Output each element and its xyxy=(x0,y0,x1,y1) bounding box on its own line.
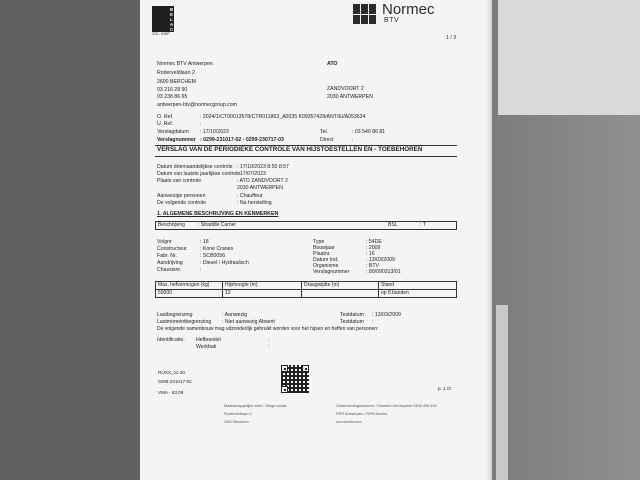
spec-label: Bouwjaar xyxy=(313,245,335,251)
load-table xyxy=(155,281,457,298)
table-cell: 50000 xyxy=(156,290,223,298)
limit-value: : Niet aanwezig Absent xyxy=(222,319,275,325)
belac-logo xyxy=(152,6,174,36)
sender-line: 2600 BERCHEM xyxy=(157,79,196,85)
table-row xyxy=(156,290,457,298)
background-paper-edge xyxy=(496,305,508,480)
identification-label: Identificatie: xyxy=(157,337,185,343)
control-label: Aanwezige personen xyxy=(157,193,206,199)
control-value: : Chauffeur xyxy=(237,193,263,199)
limit-value: : Aanwezig xyxy=(222,312,248,318)
spec-value: : Kone Cranes xyxy=(200,246,234,252)
table-header: Stand xyxy=(379,282,457,290)
identification-item-value: : xyxy=(268,337,270,343)
spec-label: Type xyxy=(313,239,325,245)
code-line: RIJXX_11-20 xyxy=(158,370,185,375)
limit-label: Lastbegrenzing xyxy=(157,312,193,318)
belac-number: 215 - INSP xyxy=(152,32,170,36)
recipient-code: ATO xyxy=(327,61,338,67)
code-line: 0299-231017-02 xyxy=(158,379,192,384)
o-ref-value: : 2024/1/CT00013578/CTR011863_A0035 K09357428/ANT/EI/A053634 xyxy=(200,114,366,120)
footer-line: Ondernemingsnummer / Numéro d'entreprise 0406.495.616 xyxy=(336,404,437,408)
recipient-line: 2030 ANTWERPEN xyxy=(327,94,373,100)
spec-label: Constructeur xyxy=(157,246,187,252)
control-value: : 17/10/2023 8:50 8:57 xyxy=(237,164,289,170)
control-label: Datum van laatste jaarlijkse controle xyxy=(157,171,241,177)
tel-label: Tel. xyxy=(320,129,329,135)
spec-value: : 13/03/2009 xyxy=(366,257,395,263)
direct-value: : xyxy=(352,137,354,143)
table-header: Max. hefvermogen (kg) xyxy=(156,282,223,290)
qr-code xyxy=(281,365,309,393)
report-date-label: Verslagdatum xyxy=(157,129,189,135)
sender-line: 03 216 28 90 xyxy=(157,87,188,93)
control-value: 2030 ANTWERPEN xyxy=(237,185,283,191)
sender-line: Roderveldlaan 2 xyxy=(157,70,195,76)
brand-sub: BTV xyxy=(384,17,400,24)
table-header-row xyxy=(156,282,457,290)
limit-testdate-value: : 13/03/2009 xyxy=(372,312,401,318)
section-heading: 1. ALGEMENE BESCHRIJVING EN KENMERKEN xyxy=(157,211,279,217)
control-label: Plaats van controle xyxy=(157,178,202,184)
report-number-label: Verslagnummer xyxy=(157,137,196,143)
report-title: VERSLAG VAN DE PERIODIEKE CONTROLE VAN HIJSTOESTELLEN EN - TOEBEHOREN xyxy=(157,146,423,153)
table-cell: 13 xyxy=(223,290,302,298)
spec-label: Aandrijving xyxy=(157,260,183,266)
description-table xyxy=(155,221,457,230)
page-edge-shadow xyxy=(486,0,492,480)
recipient-line: ZANDVOORT 2 xyxy=(327,86,364,92)
background-paper xyxy=(498,0,640,115)
tel-value: : 03 540 86 81 xyxy=(352,129,386,135)
footer-line: Roderveldlaan 2 xyxy=(224,412,252,416)
bsl-label: BSL xyxy=(386,222,418,230)
direct-label: Direct xyxy=(320,137,334,143)
identification-item-label: Werkbak xyxy=(196,344,217,350)
divider xyxy=(155,156,457,157)
spec-label: Volgnr xyxy=(157,239,172,245)
control-label: De volgende controle xyxy=(157,200,207,206)
spec-value: : 16 xyxy=(366,251,375,257)
table-cell: op 8 banden xyxy=(379,290,457,298)
spec-value: : 80/090313/01 xyxy=(366,269,401,275)
spec-value: : 2009 xyxy=(366,245,381,251)
control-value: : Na herstelling xyxy=(237,200,272,206)
control-value: : 17/07/2023 xyxy=(237,171,266,177)
page-number: 1 / 3 xyxy=(446,35,457,41)
assembly-note: De volgende samenbouw mag uitzonderlijk gebruikt worden voor het hijsen en heffen van personen: xyxy=(157,326,379,332)
u-ref-label: U. Ref. xyxy=(157,121,174,127)
brand-name: Normec xyxy=(382,1,435,18)
table-header: Hijshoogte (m) xyxy=(223,282,302,290)
bsl-value: : T xyxy=(418,222,457,230)
spec-value: : SCB0056 xyxy=(200,253,226,259)
code-line: VMA - 63.09 xyxy=(158,390,184,395)
table-cell xyxy=(302,290,379,298)
footer-line: RPR Antwerpen / RPM Anvers xyxy=(336,412,388,416)
description-value: : Straddle Carrier xyxy=(196,222,386,230)
sender-line: 03 238 86 65 xyxy=(157,94,188,100)
control-value: : ATO ZANDVOORT 2 xyxy=(237,178,288,184)
limit-testdate-value: : xyxy=(372,319,374,325)
normec-logo-icon xyxy=(353,4,377,24)
spec-label: Datum Ind. xyxy=(313,257,339,263)
identification-item-value: : xyxy=(268,344,270,350)
spec-label: Organisme xyxy=(313,263,339,269)
u-ref-value: : xyxy=(200,121,202,127)
report-date-value: : 17/10/2023 xyxy=(200,129,229,135)
control-label: Datum driemaandelijkse controle xyxy=(157,164,233,170)
description-label: Beschrijving xyxy=(156,222,197,230)
table-header: Draagwijdte (m) xyxy=(302,282,379,290)
o-ref-label: O. Ref. xyxy=(157,114,174,120)
belac-mark: BELAC xyxy=(152,6,174,32)
spec-label: Plaatnr. xyxy=(313,251,331,257)
sender-line: Normec BTV Antwerpen xyxy=(157,61,213,67)
spec-value: : 54DE xyxy=(366,239,382,245)
spec-label: Chassisnr. xyxy=(157,267,182,273)
limit-testdate-label: Testdatum xyxy=(340,312,364,318)
spec-value: : Diesel / Hydraulisch xyxy=(200,260,249,266)
spec-value: : xyxy=(200,267,202,273)
limit-testdate-label: Testdatum xyxy=(340,319,364,325)
spec-value: : 18 xyxy=(200,239,209,245)
spec-value: : BTV xyxy=(366,263,379,269)
footer-line: normecbtv.com xyxy=(336,420,362,424)
identification-item-label: Hefboestel xyxy=(196,337,221,343)
limit-label: Lastmomentbegrenzing xyxy=(157,319,212,325)
report-number-value: : 0299-231017-02 - 0299-230717-03 xyxy=(200,137,284,143)
document-page xyxy=(140,0,492,480)
page-bottom-number: p. 1 /3 xyxy=(438,386,451,391)
spec-label: Verslagnummer xyxy=(313,269,350,275)
sender-email: antwerpen-btv@normecgroup.com xyxy=(157,102,237,108)
footer-line: Maatschappelijke zetel / Siège social: xyxy=(224,404,288,408)
spec-label: Fabr. Nr. xyxy=(157,253,177,259)
footer-line: 2600 Berchem xyxy=(224,420,249,424)
